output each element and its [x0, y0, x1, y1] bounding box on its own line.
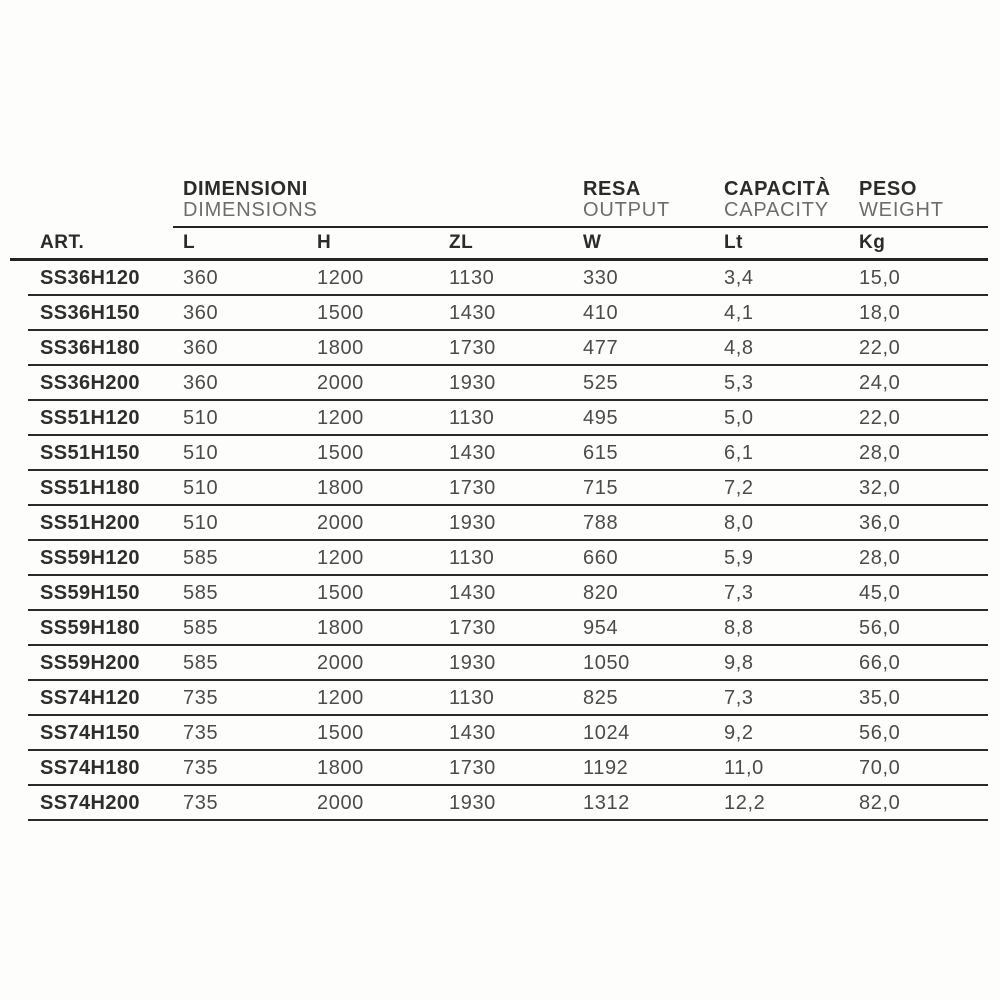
value-kg: 36,0 — [859, 512, 901, 534]
value-zl: 1130 — [449, 267, 495, 289]
article-code: SS59H180 — [40, 617, 140, 639]
table-row — [10, 401, 988, 436]
value-kg: 82,0 — [859, 792, 901, 814]
value-l: 360 — [183, 337, 219, 359]
article-code: SS74H120 — [40, 687, 140, 709]
value-lt: 12,2 — [724, 792, 766, 814]
table-row — [10, 611, 988, 646]
value-w: 715 — [583, 477, 619, 499]
table-row — [10, 751, 988, 786]
value-w: 825 — [583, 687, 619, 709]
table-row — [10, 681, 988, 716]
value-kg: 18,0 — [859, 302, 901, 324]
value-w: 788 — [583, 512, 619, 534]
value-kg: 24,0 — [859, 372, 901, 394]
value-kg: 70,0 — [859, 757, 901, 779]
column-header-w: W — [583, 232, 602, 253]
value-h: 1800 — [317, 617, 364, 639]
value-lt: 8,0 — [724, 512, 754, 534]
value-l: 510 — [183, 407, 219, 429]
table-row — [10, 506, 988, 541]
value-w: 820 — [583, 582, 619, 604]
value-zl: 1730 — [449, 477, 496, 499]
value-l: 585 — [183, 617, 219, 639]
table-row — [10, 296, 988, 331]
value-lt: 4,1 — [724, 302, 754, 324]
article-code: SS74H150 — [40, 722, 140, 744]
value-zl: 1130 — [449, 547, 495, 569]
value-lt: 7,3 — [724, 687, 754, 709]
value-lt: 9,2 — [724, 722, 754, 744]
group-output-label-en: OUTPUT — [583, 199, 671, 221]
group-output — [583, 178, 724, 221]
value-zl: 1430 — [449, 582, 496, 604]
article-code: SS59H120 — [40, 547, 140, 569]
article-code: SS36H150 — [40, 302, 140, 324]
value-h: 1800 — [317, 477, 364, 499]
value-h: 1500 — [317, 582, 364, 604]
value-zl: 1730 — [449, 337, 496, 359]
value-lt: 7,2 — [724, 477, 754, 499]
value-l: 735 — [183, 792, 219, 814]
article-code: SS36H120 — [40, 267, 140, 289]
column-header-l: L — [183, 232, 196, 253]
value-lt: 5,9 — [724, 547, 754, 569]
value-l: 585 — [183, 652, 219, 674]
article-code: SS51H200 — [40, 512, 140, 534]
group-dimensions — [183, 178, 317, 221]
value-zl: 1930 — [449, 652, 496, 674]
value-zl: 1130 — [449, 407, 495, 429]
value-h: 1800 — [317, 337, 364, 359]
table-row — [10, 541, 988, 576]
value-w: 1050 — [583, 652, 630, 674]
value-l: 735 — [183, 757, 219, 779]
value-h: 1500 — [317, 722, 364, 744]
article-code: SS36H180 — [40, 337, 140, 359]
value-lt: 5,0 — [724, 407, 754, 429]
group-weight — [859, 178, 988, 221]
value-lt: 8,8 — [724, 617, 754, 639]
value-kg: 32,0 — [859, 477, 901, 499]
group-dimensions-label-en: DIMENSIONS — [183, 199, 318, 221]
table-row — [10, 436, 988, 471]
value-l: 360 — [183, 372, 219, 394]
column-header-art: ART. — [40, 232, 85, 253]
table-row — [10, 261, 988, 296]
value-kg: 56,0 — [859, 722, 901, 744]
value-zl: 1930 — [449, 372, 496, 394]
value-l: 510 — [183, 442, 219, 464]
value-h: 1200 — [317, 407, 364, 429]
value-l: 360 — [183, 267, 219, 289]
group-weight-label-it: PESO — [859, 178, 917, 200]
table-row — [10, 471, 988, 506]
value-l: 735 — [183, 687, 219, 709]
table-row — [10, 576, 988, 611]
value-zl: 1930 — [449, 512, 496, 534]
value-w: 410 — [583, 302, 619, 324]
value-lt: 5,3 — [724, 372, 754, 394]
article-code: SS74H180 — [40, 757, 140, 779]
table-row — [10, 786, 988, 821]
column-header-row — [10, 228, 988, 258]
value-l: 585 — [183, 547, 219, 569]
article-code: SS36H200 — [40, 372, 140, 394]
value-kg: 45,0 — [859, 582, 901, 604]
value-h: 1800 — [317, 757, 364, 779]
value-lt: 4,8 — [724, 337, 754, 359]
group-weight-label-en: WEIGHT — [859, 199, 944, 221]
group-capacity-label-it: CAPACITÀ — [724, 178, 831, 200]
table-row — [10, 646, 988, 681]
value-l: 360 — [183, 302, 219, 324]
value-zl: 1430 — [449, 442, 496, 464]
value-h: 1500 — [317, 302, 364, 324]
column-header-h: H — [317, 232, 332, 253]
value-kg: 15,0 — [859, 267, 901, 289]
article-code: SS59H150 — [40, 582, 140, 604]
value-h: 2000 — [317, 512, 364, 534]
value-w: 1312 — [583, 792, 630, 814]
value-zl: 1130 — [449, 687, 495, 709]
value-w: 495 — [583, 407, 619, 429]
value-lt: 7,3 — [724, 582, 754, 604]
value-kg: 22,0 — [859, 337, 901, 359]
value-l: 510 — [183, 477, 219, 499]
value-w: 1024 — [583, 722, 630, 744]
value-kg: 22,0 — [859, 407, 901, 429]
table-row — [10, 331, 988, 366]
value-l: 510 — [183, 512, 219, 534]
group-capacity-label-en: CAPACITY — [724, 199, 829, 221]
value-lt: 11,0 — [724, 757, 764, 779]
value-l: 735 — [183, 722, 219, 744]
article-code: SS51H150 — [40, 442, 140, 464]
value-lt: 3,4 — [724, 267, 754, 289]
value-h: 2000 — [317, 792, 364, 814]
value-w: 330 — [583, 267, 619, 289]
value-h: 1500 — [317, 442, 364, 464]
value-h: 1200 — [317, 267, 364, 289]
value-w: 1192 — [583, 757, 629, 779]
value-w: 615 — [583, 442, 619, 464]
value-w: 954 — [583, 617, 619, 639]
value-zl: 1430 — [449, 722, 496, 744]
value-w: 660 — [583, 547, 619, 569]
value-l: 585 — [183, 582, 219, 604]
group-dimensions-label-it: DIMENSIONI — [183, 178, 308, 200]
column-header-zl: ZL — [449, 232, 474, 253]
table-body — [10, 261, 988, 821]
value-kg: 66,0 — [859, 652, 901, 674]
table-row — [10, 716, 988, 751]
article-code: SS51H180 — [40, 477, 140, 499]
group-output-label-it: RESA — [583, 178, 641, 200]
value-kg: 35,0 — [859, 687, 901, 709]
value-zl: 1730 — [449, 617, 496, 639]
product-spec-table — [10, 178, 988, 821]
value-kg: 56,0 — [859, 617, 901, 639]
value-w: 525 — [583, 372, 619, 394]
value-h: 2000 — [317, 652, 364, 674]
value-lt: 6,1 — [724, 442, 754, 464]
table-row — [10, 366, 988, 401]
value-h: 1200 — [317, 547, 364, 569]
value-w: 477 — [583, 337, 619, 359]
value-kg: 28,0 — [859, 547, 901, 569]
value-h: 1200 — [317, 687, 364, 709]
value-zl: 1730 — [449, 757, 496, 779]
value-zl: 1430 — [449, 302, 496, 324]
column-header-kg: Kg — [859, 232, 886, 253]
value-h: 2000 — [317, 372, 364, 394]
value-zl: 1930 — [449, 792, 496, 814]
value-kg: 28,0 — [859, 442, 901, 464]
article-code: SS59H200 — [40, 652, 140, 674]
group-capacity — [724, 178, 859, 221]
group-header-row — [10, 178, 988, 226]
article-code: SS51H120 — [40, 407, 140, 429]
article-code: SS74H200 — [40, 792, 140, 814]
column-header-lt: Lt — [724, 232, 743, 253]
value-lt: 9,8 — [724, 652, 754, 674]
